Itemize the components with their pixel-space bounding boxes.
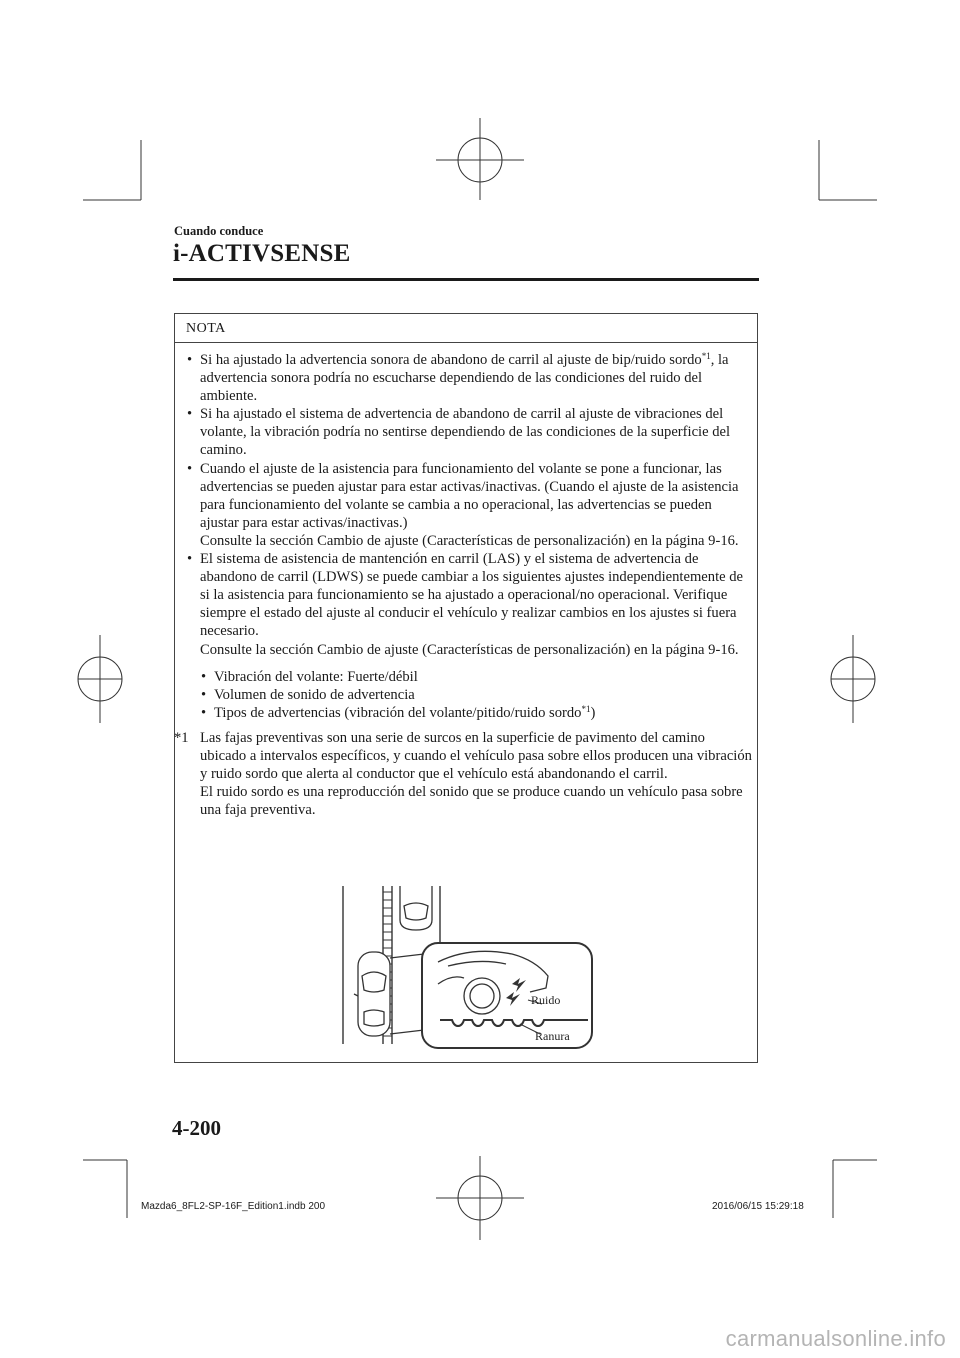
rumble-strip-illustration xyxy=(330,884,600,1054)
label-noise: Ruido xyxy=(531,993,561,1007)
section-label: Cuando conduce xyxy=(174,224,264,238)
title-rule xyxy=(173,278,759,281)
page-number: 4-200 xyxy=(172,1116,221,1140)
note-bullet: • Cuando el ajuste de la asistencia para funcionamiento del volante se pone a funcionar, las advertencias se pueden ajustar para estar activas/inactivas. (Cuando el ajuste de la asistencia para funcionamiento del volante se cambia a no operacional, las advertencias se pueden ajustar para estar activas/inactivas.) Consulte la sección Cambio de ajuste (Características de personalización) en la página 9-16. xyxy=(187,460,739,549)
car-drifting-icon xyxy=(354,952,390,1036)
note-header xyxy=(174,313,758,343)
page-title: i-ACTIVSENSE xyxy=(173,240,351,267)
note-label: NOTA xyxy=(186,321,226,336)
note-bullet: • Si ha ajustado la advertencia sonora de abandono de carril al ajuste de bip/ruido sordo$^{*1}$, la advertencia sonora podría no escucharse dependiendo de las condiciones del ruido del ambiente. xyxy=(187,351,729,405)
footnote-mark: *1 xyxy=(174,729,189,746)
label-groove: Ranura xyxy=(535,1029,570,1043)
note-bullet: • El sistema de asistencia de mantención en carril (LAS) y el sistema de advertencia de abandono de carril (LDWS) se puede cambiar a los siguientes ajustes independientemente de si la asistencia para funcionamiento se ha ajustado a operacional/no operacional. Verifique siempre el estado del ajuste al conducir el vehículo y realizar cambios en los ajustes si fuera necesario. Consulte la sección Cambio de ajuste (Características de personalización) en la página 9-16. xyxy=(187,551,744,658)
footer-timestamp: 2016/06/15 15:29:18 xyxy=(712,1201,804,1212)
note-sub-bullets xyxy=(184,668,754,722)
note-sub-bullet: • Volumen de sonido de advertencia xyxy=(201,686,415,703)
note-sub-bullet: • Vibración del volante: Fuerte/débil xyxy=(201,668,418,685)
note-bullet: • Si ha ajustado el sistema de advertencia de abandono de carril al ajuste de vibraciones del volante, la vibración podría no sentirse dependiendo de las condiciones de la superficie del camino. xyxy=(187,406,731,459)
watermark: carmanualsonline.info xyxy=(725,1326,946,1351)
car-ahead-icon xyxy=(400,886,432,930)
footnote: *1 Las fajas preventivas son una serie de surcos en la superficie de pavimento del camino ubicado a intervalos específicos, y cuando el vehículo pasa sobre ellos producen una vibración y ruido sordo que alerta al conductor que el vehículo está abandonando el carril. El ruido sordo es una reproducción del sonido que se produce cuando un vehículo pasa sobre una faja preventiva. xyxy=(174,729,752,819)
note-sub-bullet: • Tipos de advertencias (vibración del volante/pitido/ruido sordo$^{*1}$) xyxy=(201,703,596,721)
note-content xyxy=(174,351,754,819)
note-bullets xyxy=(184,351,754,659)
footer-file: Mazda6_8FL2-SP-16F_Edition1.indb 200 xyxy=(141,1201,326,1212)
